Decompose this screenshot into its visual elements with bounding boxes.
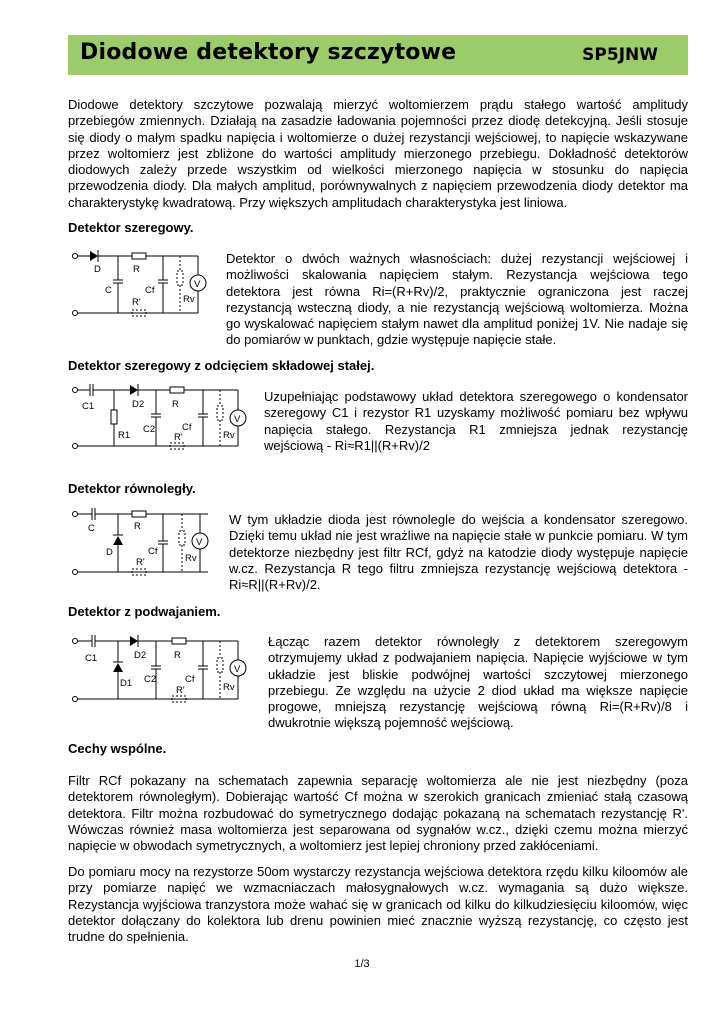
- label-cf: Cf: [182, 422, 192, 433]
- label-c: C: [105, 285, 112, 296]
- page-number: 1/3: [354, 958, 370, 970]
- label-c2: C2: [143, 424, 156, 435]
- label-r-prime: R': [132, 297, 141, 308]
- section-text-series: Detektor o dwóch ważnych własnościach: dużej rezystancji wejściowej i możliwości skalowania napięciem stałym. Rezystancja wejściowa tego detektora jest równa Ri=(R+Rv)/2, praktycznie ograniczona jest raczej rezystancją wsteczną diody, a nie rezystancją wejściową woltomierza. Można go wyskalować napięciem stałym nawet dla amplitud poniżej 1V. Nie nadaje się do pomiarów w punktach, gdzie występuje napięcie stałe.: [226, 251, 688, 348]
- section-heading-series: Detektor szeregowy.: [68, 220, 194, 235]
- section-heading-common: Cechy wspólne.: [68, 741, 167, 756]
- series-detector-schematic: [68, 245, 218, 320]
- label-cf: Cf: [185, 674, 195, 685]
- section-heading-doubler: Detektor z podwajaniem.: [68, 604, 221, 619]
- section-text-doubler: Łącząc razem detektor równoległy z detektorem szeregowym otrzymujemy układ z podwajaniem napięcia. Napięcie wyjściowe w tym układzie jest bliskie podwójnej wartości szczytowej mierzonego przebiegu. Ze względu na użycie 2 diod układ ma większe napięcie progowe, mniejszą rezystancję wejściową równą Ri=(R+Rv)/8 i dwukrotnie większą pojemność wejściową.: [268, 634, 688, 731]
- label-c: C: [88, 523, 95, 534]
- label-r: R: [134, 521, 141, 532]
- section-heading-dc-block: Detektor szeregowy z odcięciem składowej stałej.: [68, 358, 375, 373]
- section-text-dc-block: Uzupełniając podstawowy układ detektora szeregowego o kondensator szeregowy C1 i rezystor R1 uzyskamy możliwość pomiaru bez wpływu napięcia stałego. Rezystancja R1 zmniejsza jednak rezystancję wejściową - Ri≈R1||(R+Rv)/2: [264, 389, 688, 453]
- label-r: R: [174, 650, 181, 661]
- dc-block-detector-schematic: [68, 380, 248, 455]
- label-r-prime: R': [174, 432, 183, 443]
- label-c1: C1: [82, 401, 95, 412]
- label-rv: Rv: [223, 682, 235, 693]
- label-c2: C2: [144, 674, 157, 685]
- label-rv: Rv: [223, 430, 235, 441]
- label-rv: Rv: [185, 553, 197, 564]
- label-cf: Cf: [145, 285, 155, 296]
- doubler-detector-schematic: [68, 632, 248, 707]
- section-text-parallel: W tym układzie dioda jest równolegle do wejścia a kondensator szeregowo. Dzięki temu układ nie jest wrażliwe na napięcie stałe w punkcie pomiaru. W tym detektorze niezbędny jest filtr RCf, gdyż na katodzie diody występuje napięcie w.cz. Rezystancja R tego filtru zmniejsza rezystancję wejściową detektora - Ri≈R||(R+Rv)/2.: [229, 512, 688, 593]
- label-cf: Cf: [148, 546, 158, 557]
- label-d: D: [94, 264, 101, 275]
- page-title: Diodowe detektory szczytowe: [80, 40, 457, 65]
- common-paragraph-2: Do pomiaru mocy na rezystorze 50om wystarczy rezystancja wejściowa detektora rzędu kilku kiloomów ale przy pomiarze napięć we wzmacniaczach małosygnałowych w.cz. wymagania są dużo większe. Rezystancja wyjściowa tranzystora może wahać się w granicach od kilku do kilkudziesięciu kiloomów, więc detektor dołączany do kolektora lub drenu powinien mieć znacznie wyższą rezystancję, co często jest trudne do spełnienia.: [68, 864, 688, 945]
- label-c1: C1: [85, 653, 98, 664]
- label-r-prime: R': [136, 557, 145, 568]
- label-d: D: [106, 547, 113, 558]
- label-d1: D1: [120, 678, 133, 689]
- label-d2: D2: [134, 650, 147, 661]
- label-r: R: [133, 264, 140, 275]
- label-rv: Rv: [183, 294, 195, 305]
- common-paragraph-1: Filtr RCf pokazany na schematach zapewnia separację woltomierza ale nie jest niezbędny (poza detektorem równoległym). Dobierając wartość Cf można w szerokich granicach zmieniać stałą czasową detektora. Filtr można rozbudować do symetrycznego dodając pokazaną na schematach rezystancję R'. Wówczas również masa woltomierza jest separowana od sygnałów w.cz., dzięki czemu można mierzyć napięcie w obwodach symetrycznych, a woltomierz jest lepiej chroniony przed zakłóceniami.: [68, 773, 688, 854]
- page-header: [68, 35, 688, 75]
- voltmeter-symbol: V: [234, 664, 241, 675]
- author-callsign: SP5JNW: [582, 45, 658, 65]
- label-r1: R1: [118, 430, 131, 441]
- label-r-prime: R': [176, 685, 185, 696]
- voltmeter-symbol: V: [196, 537, 203, 548]
- intro-paragraph: Diodowe detektory szczytowe pozwalają mierzyć woltomierzem prądu stałego wartość amplitudy przebiegów zmiennych. Działają na zasadzie ładowania pojemności przez diodę detekcyjną. Jeśli stosuje się diody o małym spadku napięcia i woltomierze o dużej rezystancji wejściowej, to napięcie wskazywane przez woltomierz jest zbliżone do wartości amplitudy mierzonego przebiegu. Dokładność detektorów diodowych zależy przede wszystkim od wielkości mierzonego napięcia w stosunku do napięcia przewodzenia diody. Dla małych amplitud, porównywalnych z napięciem przewodzenia diody detektor ma charakterystykę kwadratową. Przy większych amplitudach charakterystyka jest liniowa.: [68, 97, 688, 210]
- label-d2: D2: [132, 399, 145, 410]
- parallel-detector-schematic: [68, 505, 218, 580]
- section-heading-parallel: Detektor równoległy.: [68, 481, 196, 496]
- label-r: R: [172, 399, 179, 410]
- voltmeter-symbol: V: [194, 279, 201, 290]
- voltmeter-symbol: V: [234, 414, 241, 425]
